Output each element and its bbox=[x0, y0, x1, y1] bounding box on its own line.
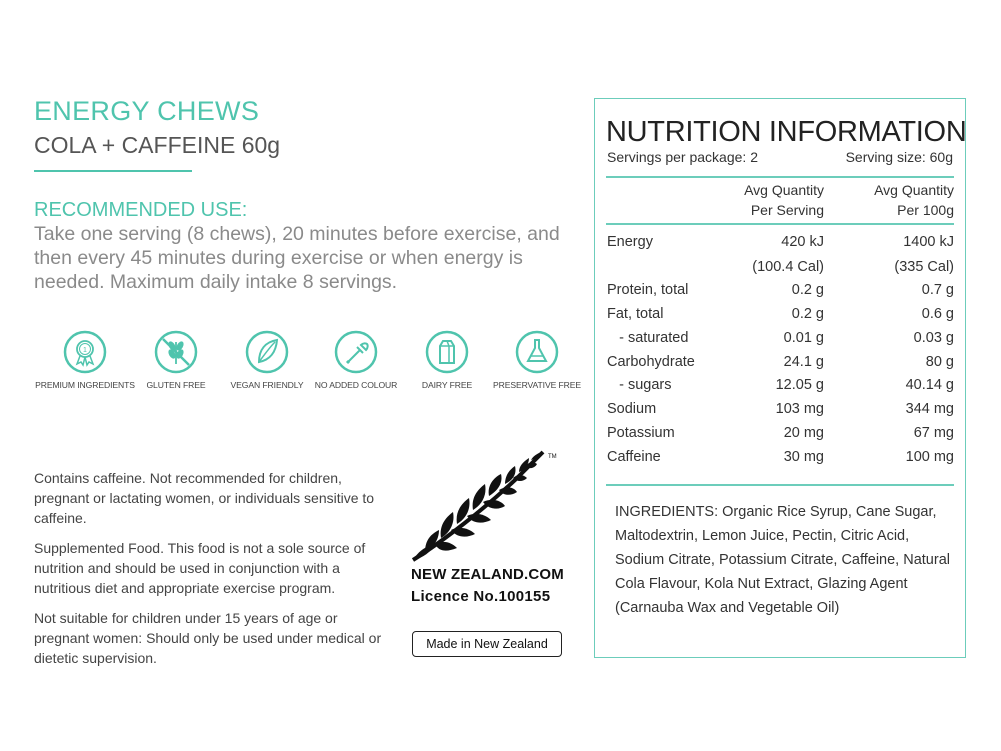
nutrition-row-label: Sodium bbox=[607, 401, 657, 417]
nutrition-row-label: Protein, total bbox=[607, 282, 689, 298]
recommended-use-text: Take one serving (8 chews), 20 minutes before exercise, and then every 45 minutes during exercise or when energy is needed. Maximum daily intake 8 servings. bbox=[34, 223, 560, 293]
badge-label: GLUTEN FREE bbox=[146, 380, 206, 390]
warnings bbox=[34, 468, 389, 678]
nutrition-value-per-serving: 20 mg bbox=[783, 425, 824, 441]
product-subtitle: COLA + CAFFEINE 60g bbox=[34, 132, 281, 158]
nutrition-row-label: - saturated bbox=[607, 330, 689, 346]
nutrition-value-per-serving: 24.1 g bbox=[783, 354, 824, 370]
leaf-icon bbox=[245, 330, 289, 374]
nutrition-value-per-serving: 0.2 g bbox=[791, 282, 824, 298]
licence-number: Licence No.100155 bbox=[411, 588, 551, 605]
ingredients-list: INGREDIENTS: Organic Rice Syrup, Cane Sugar, Maltodextrin, Lemon Juice, Pectin, Citric Acid, Sodium Citrate, Potassium Citrate, Caffeine, Natural Cola Flavour, Kola Nut Extract, Glazing Agent (Carnauba Wax and Vegetable Oil) bbox=[615, 504, 950, 616]
nutrition-value-per-serving: 103 mg bbox=[775, 401, 824, 417]
nutrition-value-per-100g: 80 g bbox=[925, 354, 954, 370]
badge-label: NO ADDED COLOUR bbox=[314, 380, 398, 390]
nutrition-value-per-100g: (335 Cal) bbox=[894, 259, 954, 275]
nutrition-value-per-serving: (100.4 Cal) bbox=[752, 259, 824, 275]
nutrition-value-per-100g: 67 mg bbox=[913, 425, 954, 441]
nutrition-value-per-100g: 1400 kJ bbox=[903, 234, 954, 250]
warning-caffeine: Contains caffeine. Not recommended for children, pregnant or lactating women, or individuals sensitive to caffeine. bbox=[34, 470, 375, 526]
nutrition-title: NUTRITION INFORMATION bbox=[606, 116, 967, 148]
nutrition-value-per-serving: 30 mg bbox=[783, 449, 824, 465]
column-header-per-serving: Avg Quantity Per Serving bbox=[744, 182, 824, 218]
recommended-use-heading: RECOMMENDED USE: bbox=[34, 199, 248, 221]
panel-divider-header bbox=[606, 223, 954, 225]
nutrition-value-per-100g: 100 mg bbox=[905, 449, 954, 465]
nutrition-value-per-serving: 0.01 g bbox=[783, 330, 824, 346]
nutrition-value-per-serving: 12.05 g bbox=[775, 377, 824, 393]
silver-fern-logo bbox=[405, 448, 575, 571]
nutrition-row-label: Potassium bbox=[607, 425, 675, 441]
warning-children: Not suitable for children under 15 years of age or pregnant women: Should only be used under medical or dietetic supervision. bbox=[34, 610, 382, 666]
badge-label: PREMIUM INGREDIENTS bbox=[35, 380, 135, 390]
serving-size: Serving size: 60g bbox=[845, 149, 953, 165]
svg-text:1: 1 bbox=[83, 347, 87, 354]
dropper-crossed-icon bbox=[334, 330, 378, 374]
nutrition-row-label: Caffeine bbox=[607, 449, 661, 465]
badge-preservative-free bbox=[482, 330, 592, 390]
product-title: ENERGY CHEWS bbox=[34, 96, 260, 126]
trademark-symbol: TM bbox=[548, 454, 557, 460]
badge-label: VEGAN FRIENDLY bbox=[230, 380, 304, 390]
nutrition-row-label: Fat, total bbox=[607, 306, 664, 322]
made-in-new-zealand-badge: Made in New Zealand bbox=[412, 631, 562, 657]
wheat-crossed-icon bbox=[154, 330, 198, 374]
panel-divider-top bbox=[606, 176, 954, 178]
warning-supplemented-food: Supplemented Food. This food is not a sole source of nutrition and should be used in conjunction with a nutritious diet and appropriate exercise program. bbox=[34, 540, 366, 596]
nutrition-row-label: Carbohydrate bbox=[607, 354, 695, 370]
nutrition-value-per-100g: 0.6 g bbox=[921, 306, 954, 322]
badge-label: PRESERVATIVE FREE bbox=[492, 380, 582, 390]
column-header-per-100g: Avg Quantity Per 100g bbox=[874, 182, 954, 218]
nutrition-value-per-serving: 420 kJ bbox=[781, 234, 824, 250]
nutrition-value-per-100g: 0.7 g bbox=[921, 282, 954, 298]
new-zealand-com-text: NEW ZEALAND.COM bbox=[411, 566, 564, 583]
nutrition-value-per-100g: 40.14 g bbox=[905, 377, 954, 393]
nutrition-row-label: - sugars bbox=[607, 377, 672, 393]
nutrition-value-per-100g: 0.03 g bbox=[913, 330, 954, 346]
award-ribbon-icon bbox=[63, 330, 107, 374]
nutrition-row-label: Energy bbox=[607, 234, 653, 250]
title-divider bbox=[34, 170, 192, 172]
servings-per-package: Servings per package: 2 bbox=[607, 149, 758, 165]
panel-divider-ingredients bbox=[606, 484, 954, 486]
nutrition-value-per-100g: 344 mg bbox=[905, 401, 954, 417]
nutrition-value-per-serving: 0.2 g bbox=[791, 306, 824, 322]
flask-crossed-icon bbox=[515, 330, 559, 374]
badge-label: DAIRY FREE bbox=[421, 380, 473, 390]
milk-carton-crossed-icon bbox=[425, 330, 469, 374]
